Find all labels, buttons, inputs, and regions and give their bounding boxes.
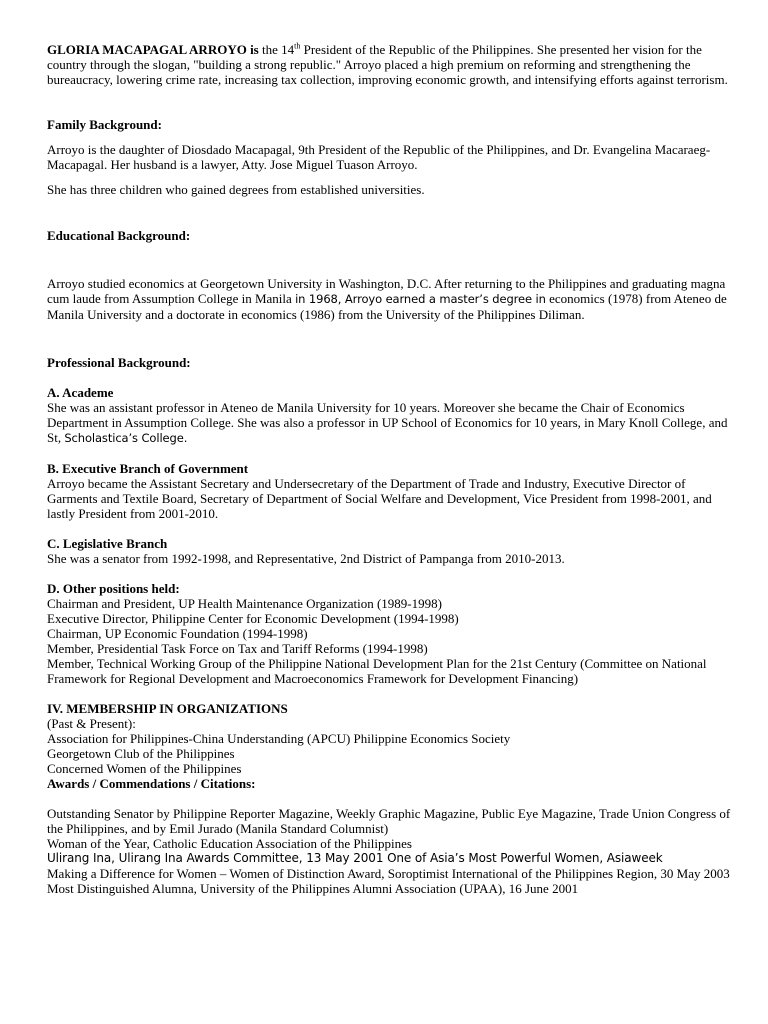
membership-heading: IV. MEMBERSHIP IN ORGANIZATIONS xyxy=(47,701,288,716)
list-item: Chairman and President, UP Health Maintenance Organization (1989-1998) xyxy=(47,596,442,611)
membership-list xyxy=(47,731,738,776)
education-heading: Educational Background: xyxy=(47,228,191,243)
intro-name: GLORIA MACAPAGAL ARROYO is xyxy=(47,42,259,57)
other-positions-heading: D. Other positions held: xyxy=(47,581,180,596)
family-heading: Family Background: xyxy=(47,117,162,132)
awards-list xyxy=(47,806,738,896)
list-item: Chairman, UP Economic Foundation (1994-1998) xyxy=(47,626,308,641)
academe-heading: A. Academe xyxy=(47,385,114,400)
academe-paragraph xyxy=(47,400,738,446)
list-item: Making a Difference for Women – Women of Distinction Award, Soroptimist International of the Philippines Region, 30 May 2003 xyxy=(47,866,730,881)
list-item: Association for Philippines-China Understanding (APCU) Philippine Economics Society xyxy=(47,731,511,746)
family-paragraph-2: She has three children who gained degrees from established universities. xyxy=(47,182,425,197)
awards-heading: Awards / Commendations / Citations: xyxy=(47,776,256,791)
education-text: Arroyo studied economics at Georgetown University in Washington, D.C. After returning to the Philippines and graduating magna cum laude from Assumption College in Manila xyxy=(47,276,726,306)
executive-paragraph: Arroyo became the Assistant Secretary and Undersecretary of the Department of Trade and Industry, Executive Director of Garments and Textile Board, Secretary of Department of Social Welfare and Development, Vice President from 1998-2001, and lastly President from 2001-2010. xyxy=(47,476,712,521)
executive-heading: B. Executive Branch of Government xyxy=(47,461,249,476)
list-item: Ulirang Ina, Ulirang Ina Awards Committee, 13 May 2001 One of Asia’s Most Powerful Women, Asiaweek xyxy=(47,851,663,865)
intro-text-cont: President of the Republic of the Philippines. She presented her vision for the country through the slogan, "building a strong republic." Arroyo placed a high premium on reforming and strengthening the bureaucracy, lowering crime rate, increasing tax collection, improving economic growth, and intensifying efforts against terrorism. xyxy=(47,42,728,87)
education-paragraph xyxy=(47,276,738,322)
legislative-paragraph: She was a senator from 1992-1998, and Representative, 2nd District of Pampanga from 2010-2013. xyxy=(47,551,565,566)
ordinal-suffix: th xyxy=(294,41,301,51)
list-item: Member, Technical Working Group of the Philippine National Development Plan for the 21st Century (Committee on National Framework for Regional Development and Macroeconomics Framework for Development Financing) xyxy=(47,656,707,686)
family-paragraph-1: Arroyo is the daughter of Diosdado Macapagal, 9th President of the Republic of the Philippines, and Dr. Evangelina Macaraeg-Macapagal. Her husband is a lawyer, Atty. Jose Miguel Tuason Arroyo. xyxy=(47,142,711,172)
list-item: Woman of the Year, Catholic Education Association of the Philippines xyxy=(47,836,412,851)
list-item: Outstanding Senator by Philippine Reporter Magazine, Weekly Graphic Magazine, Public Eye Magazine, Trade Union Congress of the Philippines, and by Emil Jurado (Manila Standard Columnist) xyxy=(47,806,731,836)
professional-heading: Professional Background: xyxy=(47,355,191,370)
academe-text-sans: Scholastica’s College. xyxy=(64,431,188,445)
list-item: Executive Director, Philippine Center for Economic Development (1994-1998) xyxy=(47,611,459,626)
list-item: Member, Presidential Task Force on Tax and Tariff Reforms (1994-1998) xyxy=(47,641,428,656)
list-item: Georgetown Club of the Philippines xyxy=(47,746,235,761)
membership-subheading: (Past & Present): xyxy=(47,716,136,731)
academe-text: She was an assistant professor in Ateneo de Manila University for 10 years. Moreover she became the Chair of Economics Department in Assumption College. She was also a professor in UP School of Economics for 10 years, in Mary Knoll College, and St, xyxy=(47,400,728,445)
list-item: Concerned Women of the Philippines xyxy=(47,761,242,776)
education-text-cont: economics (1978) from Ateneo de Manila University and a doctorate in economics (1986) from the University of the Philippines Diliman. xyxy=(47,291,727,322)
education-text-sans: in 1968, Arroyo earned a master’s degree in xyxy=(295,292,546,306)
legislative-heading: C. Legislative Branch xyxy=(47,536,168,551)
other-positions-list xyxy=(47,596,738,686)
intro-paragraph xyxy=(47,42,738,87)
list-item: Most Distinguished Alumna, University of the Philippines Alumni Association (UPAA), 16 June 2001 xyxy=(47,881,579,896)
intro-text: the 14 xyxy=(258,42,295,57)
